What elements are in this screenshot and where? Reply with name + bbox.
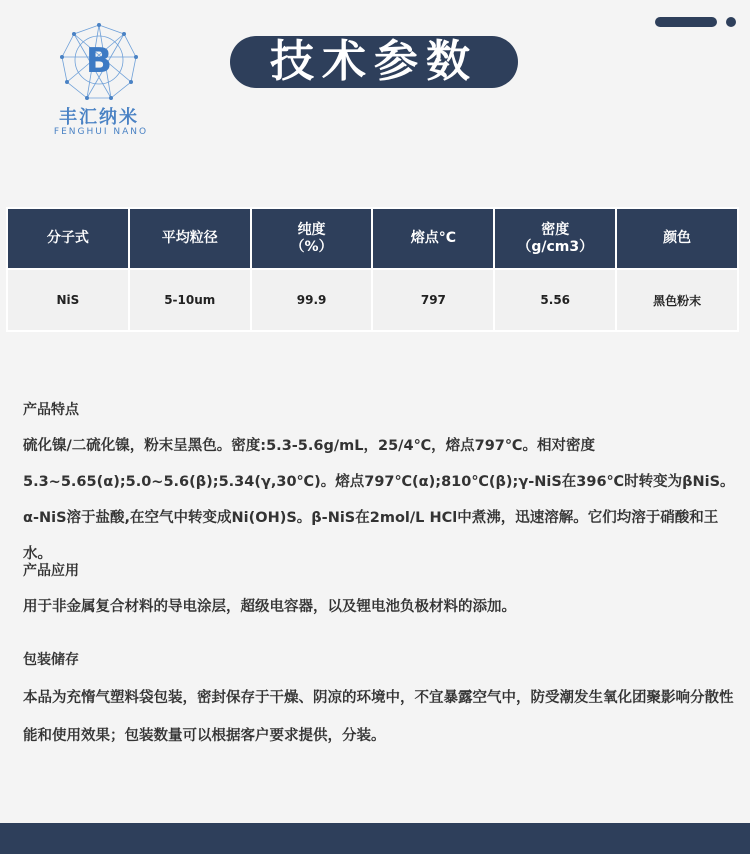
table-header-row [7, 208, 738, 269]
cell-formula: NiS [7, 269, 129, 331]
parameters-table [6, 207, 739, 332]
application-body: 用于非金属复合材料的导电涂层，超级电容器，以及锂电池负极材料的添加。 [23, 599, 516, 615]
header-density: 密度 （g/cm3） [494, 208, 616, 269]
logo-name-cn: 丰汇纳米 [59, 107, 139, 128]
storage-heading: 包装储存 [23, 652, 79, 668]
cell-particle-size: 5-10um [129, 269, 251, 331]
header-purity: 纯度 （%） [251, 208, 373, 269]
cell-color: 黑色粉末 [616, 269, 738, 331]
features-heading: 产品特点 [23, 402, 79, 418]
bitcoin-network-icon [59, 22, 139, 102]
header-color: 颜色 [616, 208, 738, 269]
table-row [7, 269, 738, 331]
storage-section [23, 649, 738, 755]
header-particle-size: 平均粒径 [129, 208, 251, 269]
features-body: 硫化镍/二硫化镍，粉末呈黑色。密度:5.3-5.6g/mL，25/4℃，熔点797℃。相对密度5.3~5.65(α);5.0~5.6(β);5.34(γ,30℃)。熔点797℃(α);810℃(β);γ-NiS在396℃时转变为βNiS。α-NiS溶于盐酸,在空气中转变成Ni(OH)S。β-NiS在2mol/L HCl中煮沸，迅速溶解。它们均溶于硝酸和王水。 [23, 438, 735, 562]
footer-bar [0, 823, 750, 854]
decorative-dot [726, 17, 736, 27]
cell-purity: 99.9 [251, 269, 373, 331]
logo-name-en: FENGHUI NANO [53, 127, 149, 137]
storage-body: 本品为充惰气塑料袋包装，密封保存于干燥、阴凉的环境中，不宜暴露空气中，防受潮发生氧化团聚影响分散性能和使用效果；包装数量可以根据客户要求提供，分装。 [23, 690, 734, 744]
cell-density: 5.56 [494, 269, 616, 331]
cell-melting-point: 797 [372, 269, 494, 331]
page-title: 技术参数 [230, 36, 518, 88]
application-section [23, 560, 738, 625]
application-heading: 产品应用 [23, 563, 79, 579]
company-logo [44, 22, 158, 142]
decorative-bar [655, 17, 717, 27]
header-melting-point: 熔点°C [372, 208, 494, 269]
header-formula: 分子式 [7, 208, 129, 269]
logo-symbol: B [86, 41, 112, 81]
features-section [23, 399, 738, 572]
